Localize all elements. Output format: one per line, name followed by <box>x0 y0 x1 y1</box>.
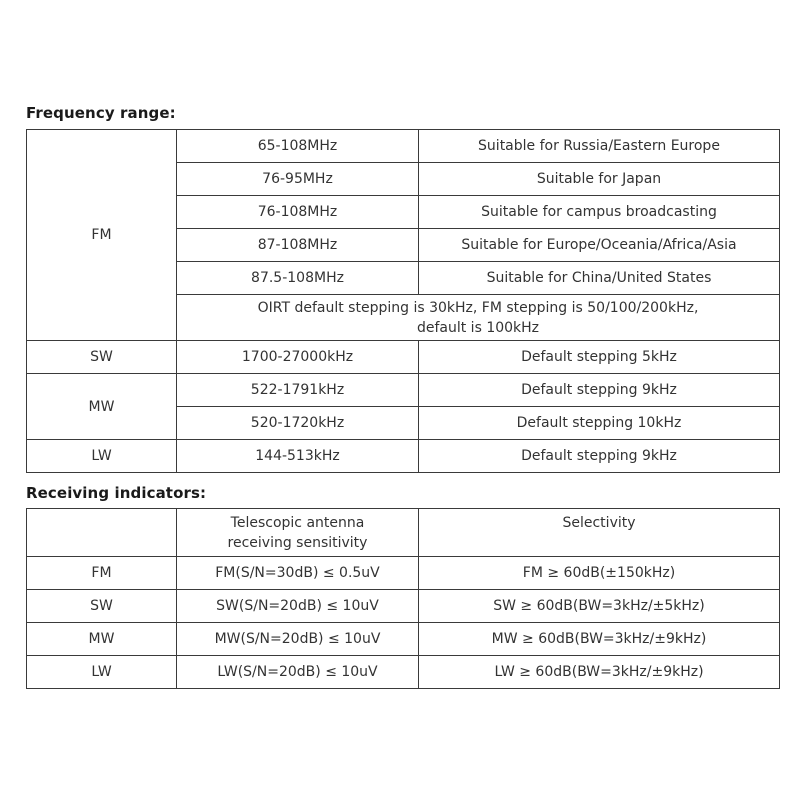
range-cell: 144-513kHz <box>177 440 419 473</box>
header-sensitivity-line1: Telescopic antenna <box>230 515 365 531</box>
frequency-range-heading: Frequency range: <box>26 104 176 122</box>
band-cell: LW <box>27 656 177 689</box>
selectivity-cell: LW ≥ 60dB(BW=3kHz/±9kHz) <box>419 656 780 689</box>
header-band-cell <box>27 509 177 557</box>
fm-stepping-note <box>177 295 780 341</box>
sensitivity-cell: MW(S/N=20dB) ≤ 10uV <box>177 623 419 656</box>
selectivity-cell: FM ≥ 60dB(±150kHz) <box>419 557 780 590</box>
table-row <box>27 130 780 163</box>
receiving-indicators-table <box>26 508 780 689</box>
note-cell: Default stepping 5kHz <box>419 341 780 374</box>
range-cell: 65-108MHz <box>177 130 419 163</box>
fm-stepping-line2: default is 100kHz <box>416 319 540 336</box>
table-row <box>27 374 780 407</box>
header-selectivity: Selectivity <box>419 509 780 557</box>
range-cell: 522-1791kHz <box>177 374 419 407</box>
fm-stepping-line1: OIRT default stepping is 30kHz, FM stepping is 50/100/200kHz, <box>257 299 699 316</box>
note-cell: Default stepping 10kHz <box>419 407 780 440</box>
note-cell: Suitable for Europe/Oceania/Africa/Asia <box>419 229 780 262</box>
band-cell: SW <box>27 590 177 623</box>
band-cell-fm: FM <box>27 130 177 341</box>
range-cell: 76-108MHz <box>177 196 419 229</box>
band-cell-sw: SW <box>27 341 177 374</box>
note-cell: Suitable for campus broadcasting <box>419 196 780 229</box>
table-row <box>27 440 780 473</box>
range-cell: 87-108MHz <box>177 229 419 262</box>
range-cell: 1700-27000kHz <box>177 341 419 374</box>
sensitivity-cell: SW(S/N=20dB) ≤ 10uV <box>177 590 419 623</box>
receiving-indicators-heading: Receiving indicators: <box>26 484 207 502</box>
table-row <box>27 623 780 656</box>
note-cell: Default stepping 9kHz <box>419 374 780 407</box>
sensitivity-cell: LW(S/N=20dB) ≤ 10uV <box>177 656 419 689</box>
table-header-row <box>27 509 780 557</box>
note-cell: Default stepping 9kHz <box>419 440 780 473</box>
table-row <box>27 656 780 689</box>
table-row <box>27 557 780 590</box>
header-sensitivity <box>177 509 419 557</box>
band-cell-lw: LW <box>27 440 177 473</box>
table-row <box>27 590 780 623</box>
note-cell: Suitable for Russia/Eastern Europe <box>419 130 780 163</box>
table-row <box>27 341 780 374</box>
band-cell: MW <box>27 623 177 656</box>
sensitivity-cell: FM(S/N=30dB) ≤ 0.5uV <box>177 557 419 590</box>
selectivity-cell: MW ≥ 60dB(BW=3kHz/±9kHz) <box>419 623 780 656</box>
note-cell: Suitable for China/United States <box>419 262 780 295</box>
range-cell: 520-1720kHz <box>177 407 419 440</box>
header-sensitivity-line2: receiving sensitivity <box>227 535 368 551</box>
range-cell: 87.5-108MHz <box>177 262 419 295</box>
frequency-range-table <box>26 129 780 473</box>
band-cell-mw: MW <box>27 374 177 440</box>
range-cell: 76-95MHz <box>177 163 419 196</box>
band-cell: FM <box>27 557 177 590</box>
selectivity-cell: SW ≥ 60dB(BW=3kHz/±5kHz) <box>419 590 780 623</box>
note-cell: Suitable for Japan <box>419 163 780 196</box>
